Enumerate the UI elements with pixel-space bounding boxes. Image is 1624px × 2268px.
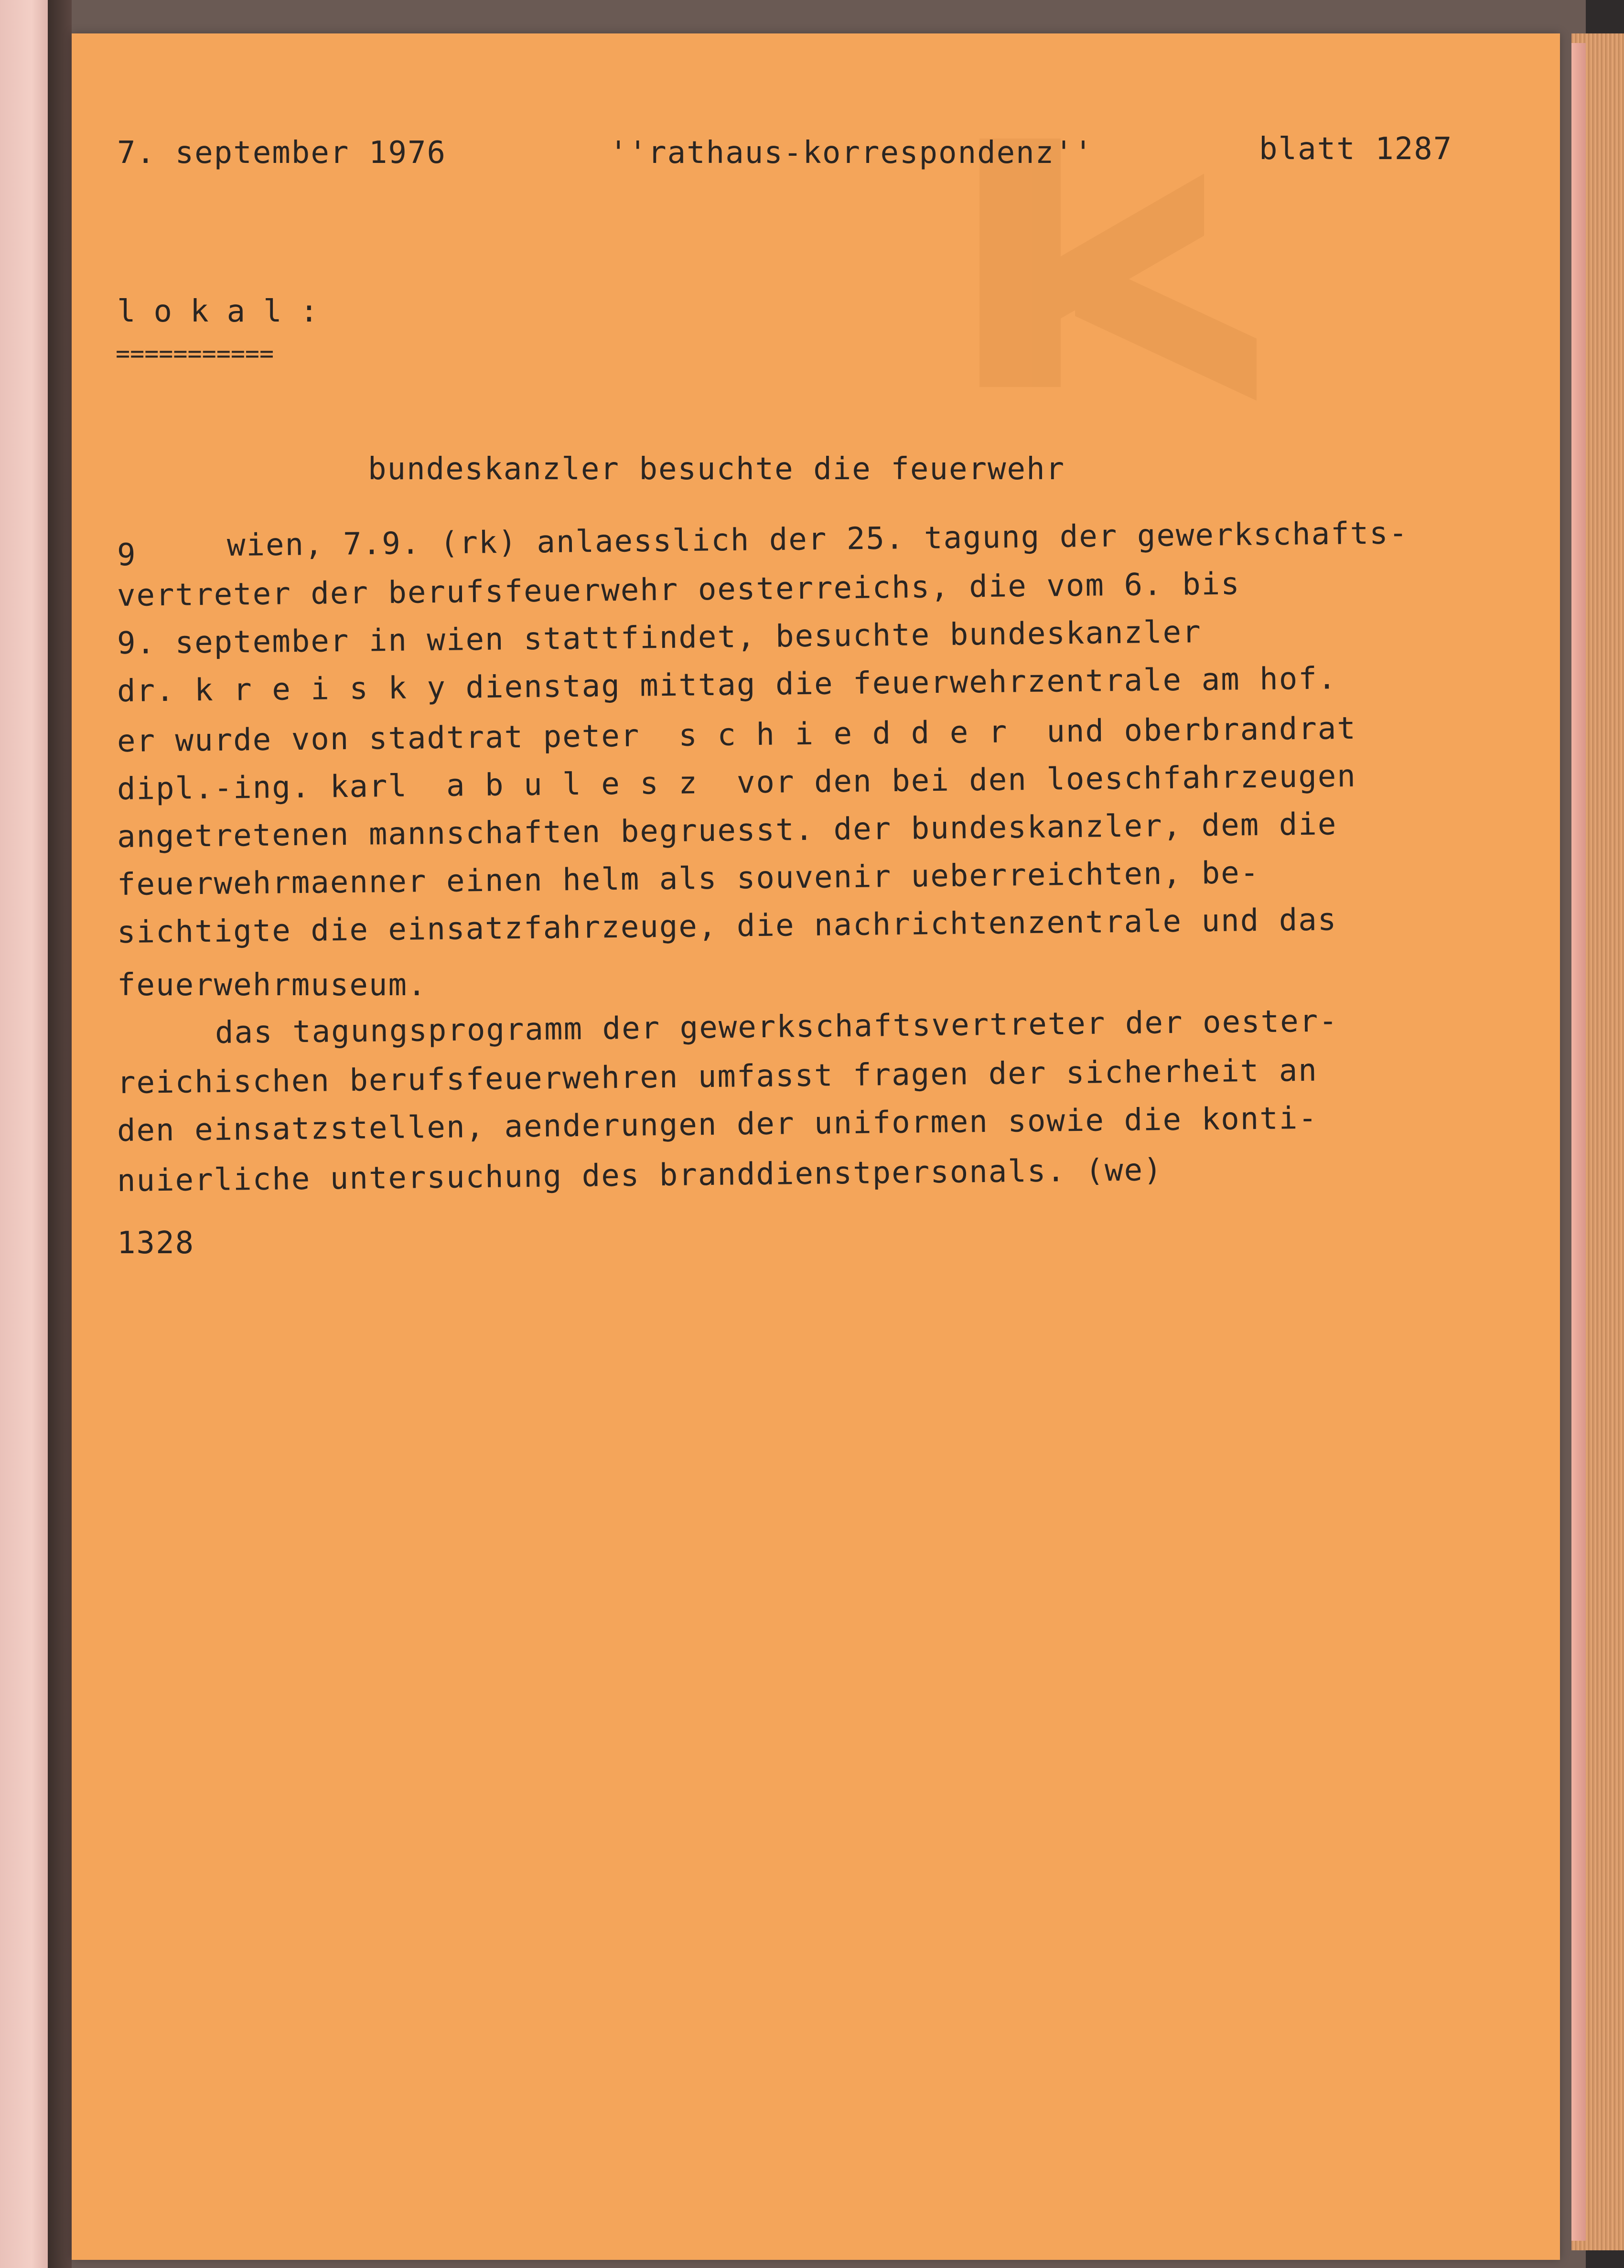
body-line-4: dr. k r e i s k y dienstag mittag die feuerwehrzentrale am hof. bbox=[117, 661, 1337, 709]
body-line-11: das tagungsprogramm der gewerkschaftsvertreter der oester- bbox=[215, 1003, 1339, 1051]
footer-number: 1328 bbox=[117, 1225, 195, 1261]
body-line-1: wien, 7.9. (rk) anlaesslich der 25. tagung der gewerkschafts- bbox=[226, 516, 1409, 563]
body-line-7: angetretenen mannschaften begruesst. der bundeskanzler, dem die bbox=[117, 806, 1337, 855]
body-line-9: sichtigte die einsatzfahrzeuge, die nachrichtenzentrale und das bbox=[117, 902, 1337, 950]
page-stack-pink bbox=[1571, 43, 1586, 2241]
body-line-12: reichischen berufsfeuerwehren umfasst fragen der sicherheit an bbox=[117, 1053, 1318, 1101]
header-publication: ''rathaus-korrespondenz'' bbox=[609, 135, 1094, 171]
left-page-edge bbox=[0, 0, 53, 2268]
body-line-13: den einsatzstellen, aenderungen der uniformen sowie die konti- bbox=[117, 1100, 1318, 1149]
body-line-6: dipl.-ing. karl a b u l e s z vor den bei den loeschfahrzeugen bbox=[117, 758, 1357, 807]
body-line-14: nuierliche untersuchung des branddienstpersonals. (we) bbox=[117, 1152, 1163, 1199]
body-line-8: feuerwehrmaenner einen helm als souvenir ueberreichten, be- bbox=[117, 855, 1260, 903]
article-headline: bundeskanzler besuchte die feuerwehr bbox=[368, 451, 1065, 487]
header-date: 7. september 1976 bbox=[117, 135, 447, 171]
header-sheet-number: blatt 1287 bbox=[1259, 131, 1453, 167]
document-sheet bbox=[72, 33, 1560, 2260]
body-line-10: feuerwehrmuseum. bbox=[117, 967, 427, 1003]
margin-number: 9 bbox=[117, 537, 137, 573]
binding-shadow bbox=[48, 0, 72, 2268]
body-line-5: er wurde von stadtrat peter s c h i e d d e r und oberbrandrat bbox=[117, 710, 1357, 759]
watermark-logo bbox=[922, 139, 1314, 416]
body-line-3: 9. september in wien stattfindet, besuchte bundeskanzler bbox=[117, 614, 1202, 661]
section-label: lokal: bbox=[117, 294, 337, 329]
body-line-2: vertreter der berufsfeuerwehr oesterreichs, die vom 6. bis bbox=[117, 566, 1241, 613]
section-underline: =========== bbox=[116, 340, 274, 367]
